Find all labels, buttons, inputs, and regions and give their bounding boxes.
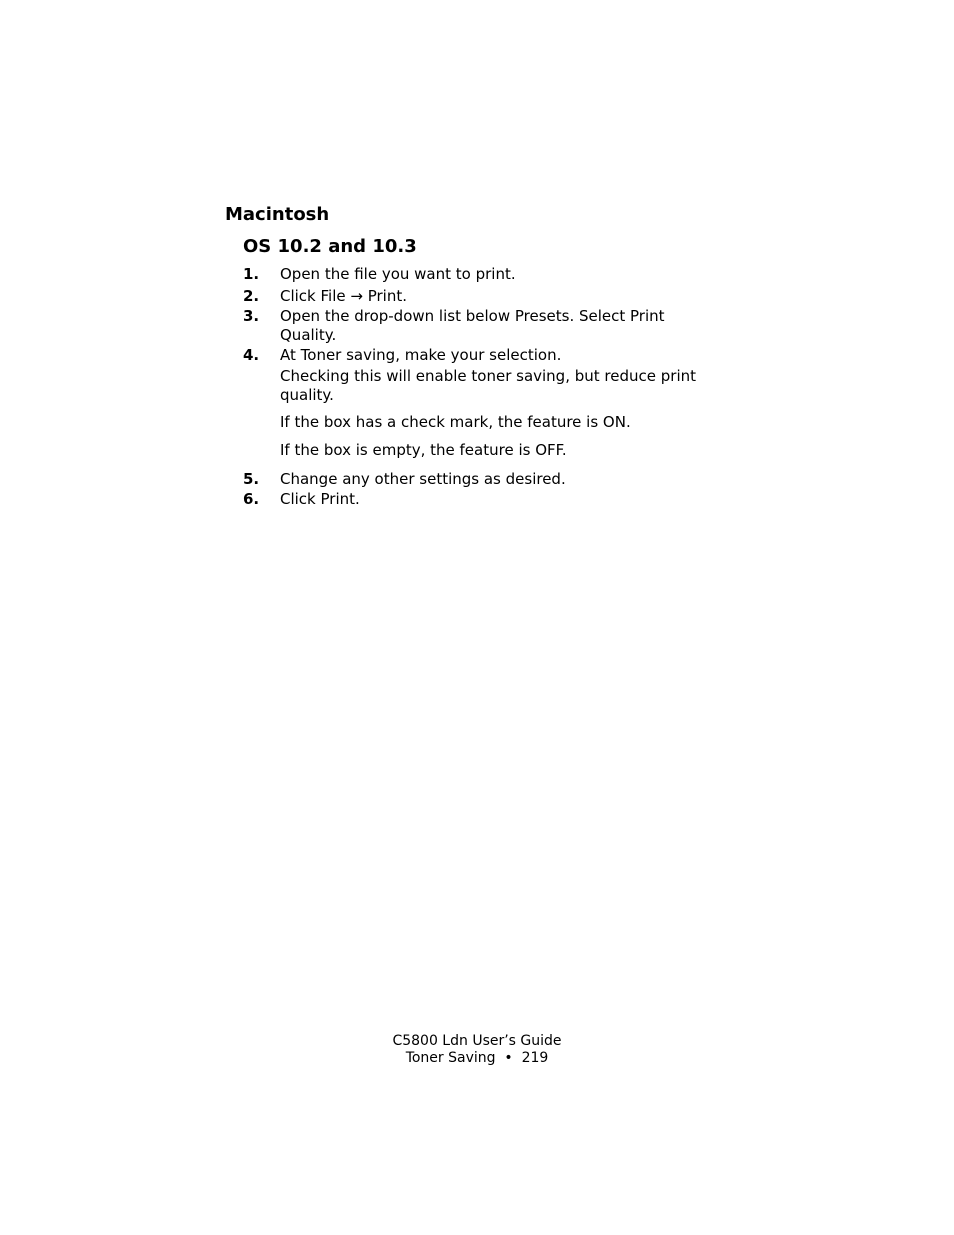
step-number: 3. [243, 307, 260, 325]
step-text: Open the drop-down list below Presets. Select Print Quality. [280, 307, 665, 344]
section-heading: Macintosh [225, 204, 330, 225]
footer-guide-title: C5800 Ldn User’s Guide [392, 1033, 562, 1049]
step-note: If the box has a check mark, the feature is ON. [280, 413, 631, 431]
step-note: Checking this will enable toner saving, but reduce print quality. [280, 367, 697, 404]
subsection-heading: OS 10.2 and 10.3 [243, 236, 417, 257]
step-text: Open the file you want to print. [280, 265, 516, 283]
step-text: At Toner saving, make your selection. [280, 346, 562, 364]
footer-page-info: Toner Saving • 219 [405, 1050, 549, 1066]
step-number: 5. [243, 470, 260, 488]
step-number: 4. [243, 346, 260, 364]
step-number: 6. [243, 490, 260, 508]
step-text: Change any other settings as desired. [280, 470, 566, 488]
step-number: 2. [243, 287, 260, 305]
step-text: Click File → Print. [280, 287, 407, 305]
step-number: 1. [243, 265, 260, 283]
step-text: Click Print. [280, 490, 360, 508]
step-note: If the box is empty, the feature is OFF. [280, 441, 567, 459]
